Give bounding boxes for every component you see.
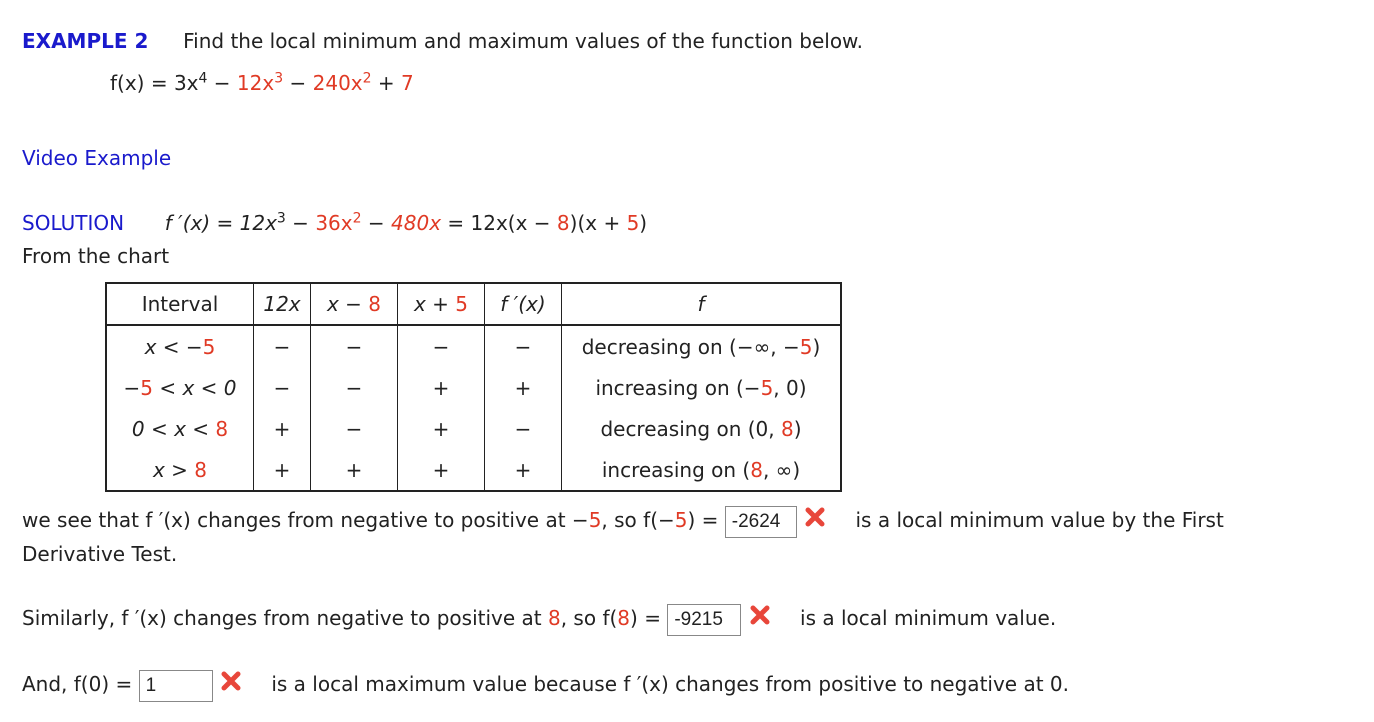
- table-row: [106, 325, 841, 367]
- chart-intro: From the chart: [22, 244, 170, 268]
- answer-input-f-0[interactable]: 1: [139, 670, 213, 702]
- sign-cell: +: [485, 449, 562, 491]
- interval-cell: x > 8: [106, 449, 254, 491]
- example-label: EXAMPLE 2: [22, 29, 149, 53]
- example-prompt: Find the local minimum and maximum values of the function below.: [183, 29, 863, 53]
- interval-cell: x < −5: [106, 325, 254, 367]
- sign-cell: +: [398, 408, 485, 449]
- table-row: [106, 408, 841, 449]
- sign-cell: +: [398, 367, 485, 408]
- incorrect-x-icon: [219, 669, 243, 703]
- behavior-cell: decreasing on (0, 8): [562, 408, 842, 449]
- header-x-plus-5: x + 5: [398, 283, 485, 325]
- sign-cell: +: [311, 449, 398, 491]
- sign-cell: +: [254, 449, 311, 491]
- sign-cell: −: [311, 367, 398, 408]
- header-x-minus-8: x − 8: [311, 283, 398, 325]
- derivative-test-text: Derivative Test.: [22, 542, 178, 566]
- derivative-expression: f $'(x) = 12x^3 - 36x^2 - 480x = 12x(x - 8)(x + 5)$: [164, 210, 648, 235]
- answer-input-f-8[interactable]: -9215: [667, 604, 741, 636]
- header-interval: Interval: [106, 283, 254, 325]
- video-example-link[interactable]: Video Example: [22, 146, 172, 170]
- sign-cell: +: [398, 449, 485, 491]
- sign-cell: +: [485, 367, 562, 408]
- solution-line: [22, 211, 647, 235]
- sign-cell: −: [311, 408, 398, 449]
- sign-cell: −: [485, 408, 562, 449]
- sign-chart-table: [105, 282, 842, 492]
- header-12x: 12x: [254, 283, 311, 325]
- sign-cell: −: [398, 325, 485, 367]
- local-max-statement: And, f(0) = 1 is a local maximum value because f ′(x) changes from positive to negative at 0.: [22, 667, 1069, 703]
- function-definition: $f(x) = 3x^4 - 12x^3 - 240x^2 + 7$: [110, 70, 414, 95]
- sign-cell: +: [254, 408, 311, 449]
- solution-label: SOLUTION: [22, 211, 125, 235]
- sign-cell: −: [254, 367, 311, 408]
- behavior-cell: increasing on (8, ∞): [562, 449, 842, 491]
- interval-cell: 0 < x < 8: [106, 408, 254, 449]
- local-min-statement-1: we see that f ′(x) changes from negative to positive at −5, so f(−5) = -2624 is a local minimum value by the First: [22, 503, 1224, 539]
- incorrect-x-icon: [748, 603, 772, 637]
- table-row: [106, 449, 841, 491]
- incorrect-x-icon: [803, 505, 827, 539]
- header-f: f: [562, 283, 842, 325]
- sign-cell: −: [311, 325, 398, 367]
- example-header: [22, 29, 863, 53]
- sign-cell: −: [485, 325, 562, 367]
- local-min-statement-2: Similarly, f ′(x) changes from negative to positive at 8, so f(8) = -9215 is a local minimum value.: [22, 601, 1056, 637]
- sign-cell: −: [254, 325, 311, 367]
- answer-input-f-neg5[interactable]: -2624: [725, 506, 797, 538]
- table-header-row: [106, 283, 841, 325]
- behavior-cell: decreasing on (−∞, −5): [562, 325, 842, 367]
- behavior-cell: increasing on (−5, 0): [562, 367, 842, 408]
- interval-cell: −5 < x < 0: [106, 367, 254, 408]
- header-fprime: f ′(x): [485, 283, 562, 325]
- table-row: [106, 367, 841, 408]
